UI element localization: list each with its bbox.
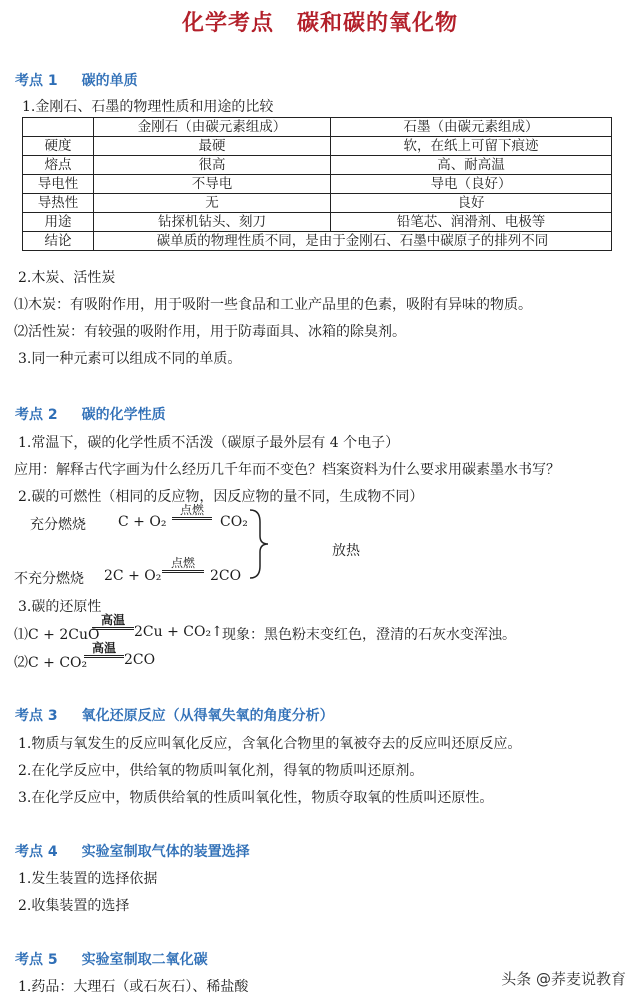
section-title: 实验室制取二氧化碳 bbox=[81, 952, 208, 968]
table-header-row bbox=[23, 118, 612, 137]
section-4-heading bbox=[15, 841, 250, 861]
s1-item-1: 1.金刚石、石墨的物理性质和用途的比较 bbox=[22, 99, 274, 115]
s3-item-2: 2.在化学反应中，供给氧的物质叫氧化剂，得氧的物质叫还原剂。 bbox=[18, 763, 424, 779]
eq2-reactants: 2C + O₂ bbox=[104, 568, 162, 584]
section-label: 考点 4 bbox=[15, 844, 58, 860]
s2-item-1: 1.常温下，碳的化学性质不活泼（碳原子最外层有 4 个电子） bbox=[18, 435, 400, 451]
table-header-cell bbox=[23, 118, 94, 137]
table-header-cell: 金刚石（由碳元素组成） bbox=[94, 118, 331, 137]
watermark bbox=[501, 968, 626, 989]
s3-item-1: 1.物质与氧发生的反应叫氧化反应，含氧化合物里的氧被夺去的反应叫还原反应。 bbox=[18, 736, 522, 752]
table-cell: 钻探机钻头、刻刀 bbox=[94, 213, 331, 232]
table-cell: 结论 bbox=[23, 232, 94, 251]
section-title: 实验室制取气体的装置选择 bbox=[81, 844, 250, 860]
table-cell: 硬度 bbox=[23, 137, 94, 156]
watermark-text: 头条 @荞麦说教育 bbox=[501, 970, 626, 988]
s1-paragraph-2: ⑵活性炭：有较强的吸附作用，用于防毒面具、冰箱的除臭剂。 bbox=[14, 324, 406, 340]
s2-item-2: 2.碳的可燃性（相同的反应物，因反应物的量不同，生成物不同） bbox=[18, 489, 424, 505]
table-cell: 铅笔芯、润滑剂、电极等 bbox=[331, 213, 612, 232]
eq1-condition: 点燃 bbox=[172, 503, 212, 520]
eq1-label: 充分燃烧 bbox=[30, 517, 86, 533]
eq1-reactants: C + O₂ bbox=[118, 514, 167, 530]
table-row bbox=[23, 156, 612, 175]
table-cell: 软，在纸上可留下痕迹 bbox=[331, 137, 612, 156]
section-label: 考点 2 bbox=[15, 407, 58, 423]
table-row bbox=[23, 137, 612, 156]
page-title: 化学考点 碳和碳的氧化物 bbox=[181, 11, 458, 36]
table-cell: 良好 bbox=[331, 194, 612, 213]
section-title: 碳的单质 bbox=[81, 73, 138, 89]
table-cell: 不导电 bbox=[94, 175, 331, 194]
table-conclusion-cell: 碳单质的物理性质不同，是由于金刚石、石墨中碳原子的排列不同 bbox=[94, 232, 612, 251]
s4-item-1: 1.发生装置的选择依据 bbox=[18, 871, 158, 887]
heat-label: 放热 bbox=[332, 543, 360, 559]
section-label: 考点 3 bbox=[15, 708, 58, 724]
r1-products: 2Cu + CO₂↑ bbox=[134, 624, 223, 640]
r2-reactants: ⑵C + CO₂ bbox=[14, 655, 88, 671]
table-cell: 导电性 bbox=[23, 175, 94, 194]
section-5-heading bbox=[15, 949, 208, 969]
s1-paragraph-1: ⑴木炭：有吸附作用，用于吸附一些食品和工业产品里的色素，吸附有异味的物质。 bbox=[14, 297, 532, 313]
table-cell: 熔点 bbox=[23, 156, 94, 175]
section-title: 碳的化学性质 bbox=[81, 407, 166, 423]
brace-icon bbox=[248, 508, 272, 580]
s2-application: 应用：解释古代字画为什么经历几千年而不变色？档案资料为什么要求用碳素墨水书写？ bbox=[14, 462, 560, 478]
r2-products: 2CO bbox=[124, 652, 156, 668]
table-cell: 无 bbox=[94, 194, 331, 213]
s1-item-3: 3.同一种元素可以组成不同的单质。 bbox=[18, 351, 242, 367]
section-label: 考点 5 bbox=[15, 952, 58, 968]
section-title: 氧化还原反应（从得氧失氧的角度分析） bbox=[81, 708, 334, 724]
section-label: 考点 1 bbox=[15, 73, 58, 89]
table-cell: 很高 bbox=[94, 156, 331, 175]
section-3-heading bbox=[15, 705, 334, 725]
table-row bbox=[23, 194, 612, 213]
table-cell: 高、耐高温 bbox=[331, 156, 612, 175]
section-1-heading bbox=[15, 70, 138, 90]
table-conclusion-row bbox=[23, 232, 612, 251]
table-cell: 导热性 bbox=[23, 194, 94, 213]
s3-item-3: 3.在化学反应中，物质供给氧的性质叫氧化性，物质夺取氧的性质叫还原性。 bbox=[18, 790, 494, 806]
table-cell: 导电（良好） bbox=[331, 175, 612, 194]
section-2-heading bbox=[15, 404, 166, 424]
eq2-condition: 点燃 bbox=[162, 556, 204, 573]
eq2-label: 不充分燃烧 bbox=[14, 571, 84, 587]
table-header-cell: 石墨（由碳元素组成） bbox=[331, 118, 612, 137]
table-cell: 用途 bbox=[23, 213, 94, 232]
table-row bbox=[23, 213, 612, 232]
table-row bbox=[23, 175, 612, 194]
s4-item-2: 2.收集装置的选择 bbox=[18, 898, 130, 914]
r1-reactants: ⑴C + 2CuO bbox=[14, 627, 100, 643]
eq2-products: 2CO bbox=[210, 568, 242, 584]
eq1-products: CO₂ bbox=[220, 514, 248, 530]
s2-item-3: 3.碳的还原性 bbox=[18, 599, 102, 615]
s5-item-1: 1.药品：大理石（或石灰石）、稀盐酸 bbox=[18, 979, 249, 995]
r2-condition: 高温 bbox=[84, 641, 124, 658]
s1-item-2: 2.木炭、活性炭 bbox=[18, 270, 116, 286]
comparison-table bbox=[22, 117, 612, 251]
r1-condition: 高温 bbox=[92, 613, 134, 630]
r1-phenomenon: 现象：黑色粉末变红色，澄清的石灰水变浑浊。 bbox=[222, 627, 516, 643]
table-cell: 最硬 bbox=[94, 137, 331, 156]
